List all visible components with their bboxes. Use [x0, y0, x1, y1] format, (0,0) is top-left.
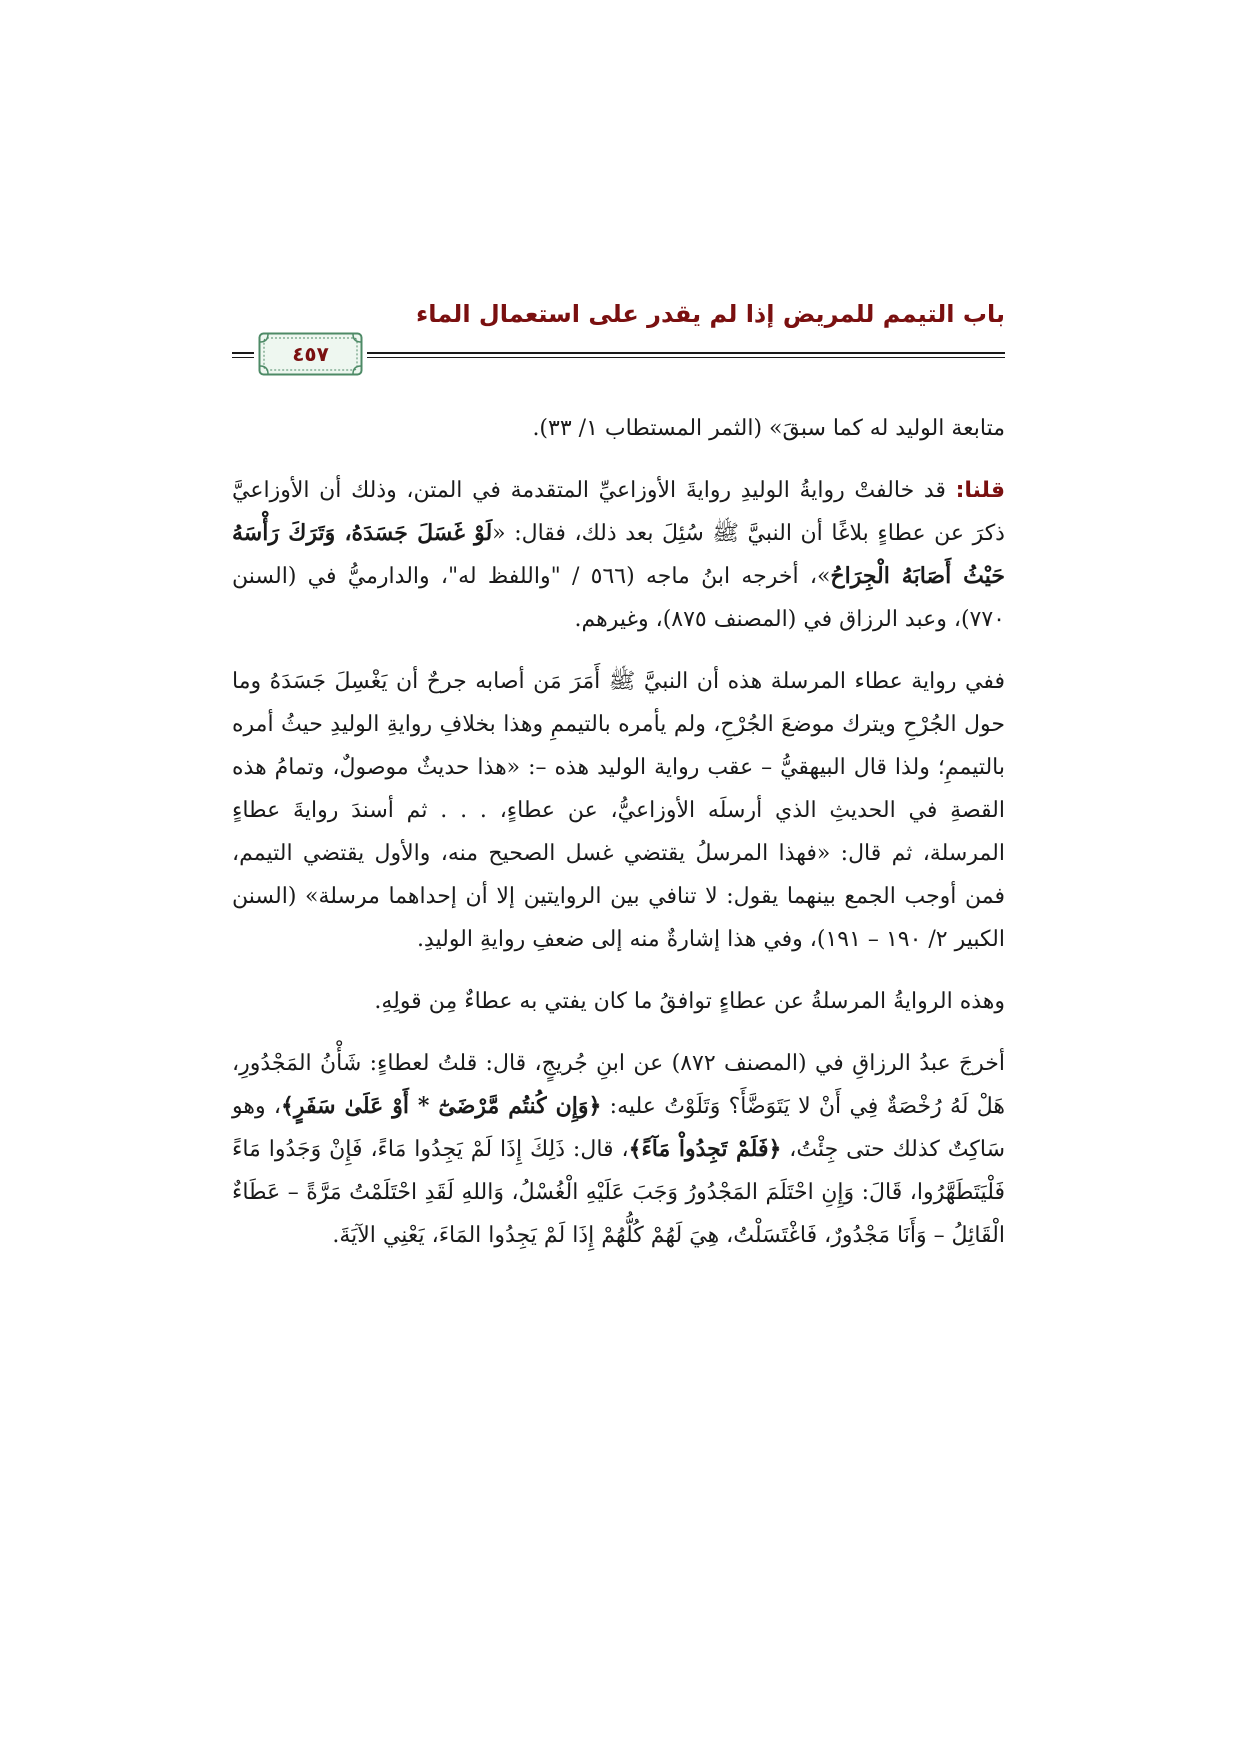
- chapter-title: باب التيمم للمريض إذا لم يقدر على استعمال الماء: [415, 300, 1005, 328]
- paragraph: [232, 980, 1005, 1023]
- paragraph-lead: قلنا:: [955, 478, 1005, 503]
- hadith-quote: لَوْ غَسَلَ جَسَدَهُ، وَتَرَكَ رَأْسَهُ حَيْثُ أَصَابَهُ الْجِرَاحُ: [232, 520, 1005, 589]
- salla-glyph: ﷺ: [712, 521, 739, 546]
- paragraph-text: ، قال: ذَلِكَ إِذَا لَمْ يَجِدُوا مَاءً، فَإِنْ وَجَدُوا مَاءً فَلْيَتَطَهَّرُوا، قَالَ: وَإِنِ احْتَلَمَ المَجْدُورُ وَجَبَ عَلَيْهِ الْغُسْلُ، وَاللهِ لَقَدِ احْتَلَمْتُ مَرَّةً – عَطَاءٌ الْقَائِلُ – وَأَنَا مَجْدُورٌ، فَاغْتَسَلْتُ، هِيَ لَهُمْ كُلُّهُمْ إِذَا لَمْ يَجِدُوا المَاءَ، يَعْنِي الآيَةَ.: [232, 1137, 1005, 1248]
- paragraph-text: »، أخرجه ابنُ ماجه (٥٦٦ / "واللفظ له"، والدارميُّ في (السنن ٧٧٠)، وعبد الرزاق في (المصنف ٨٧٥)، وغيرهم.: [232, 564, 1005, 632]
- salla-glyph: ﷺ: [608, 669, 636, 694]
- main-text: [232, 407, 1005, 1276]
- quran-quote: ﴿فَلَمْ تَجِدُواْ مَآءً﴾: [628, 1136, 782, 1162]
- paragraph-text: ففي رواية عطاء المرسلة هذه أن النبيَّ: [635, 669, 1005, 694]
- paragraph: [232, 660, 1005, 961]
- paragraph-text: قد خالفتْ روايةُ الوليدِ روايةَ الأوزاعيِّ المتقدمة في المتن، وذلك أن الأوزاعيَّ ذكرَ عن عطاءٍ بلاغًا أن النبيَّ: [232, 478, 1005, 546]
- page-number-badge: [258, 332, 363, 376]
- header-rule-right: [367, 352, 1005, 358]
- paragraph: [232, 469, 1005, 641]
- paragraph-text: وهذه الروايةُ المرسلةُ عن عطاءٍ توافقُ ما كان يفتي به عطاءٌ مِن قولِهِ.: [374, 989, 1005, 1014]
- paragraph-text: أَمَرَ مَن أصابه جرحٌ أن يَغْسِلَ جَسَدَهُ وما حول الجُرْحِ ويترك موضعَ الجُرْحِ، ولم يأمره بالتيممِ وهذا بخلافِ روايةِ الوليدِ حيثُ أمره بالتيممِ؛ ولذا قال البيهقيُّ – عقب رواية الوليد هذه –: «هذا حديثٌ موصولٌ، وتمامُ هذه القصةِ في الحديثِ الذي أرسلَه الأوزاعيُّ، عن عطاءٍ، . . . ثم أسندَ روايةَ عطاءٍ المرسلة، ثم قال: «فهذا المرسلُ يقتضي غسل الصحيح منه، والأول يقتضي التيمم، فمن أوجب الجمع بينهما يقول: لا تنافي بين الروايتين إلا أن إحداهما مرسلة» (السنن الكبير ٢/ ١٩٠ – ١٩١)، وفي هذا إشارةٌ منه إلى ضعفِ روايةِ الوليدِ.: [232, 669, 1005, 952]
- quran-quote: ﴿وَإِن كُنتُم مَّرْضَىٰٓ * أَوْ عَلَىٰ سَفَرٍ﴾: [280, 1093, 602, 1119]
- paragraph-text: متابعة الوليد له كما سبقَ» (الثمر المستطاب ١/ ٣٣).: [532, 416, 1005, 441]
- page-header: [232, 300, 1005, 380]
- paragraph-text: سُئِلَ بعد ذلك، فقال: «: [492, 521, 713, 546]
- page-number: ٤٥٧: [292, 342, 329, 366]
- paragraph-text: ، وهو سَاكِتٌ كذلك حتى جِئْتُ،: [232, 1094, 1006, 1162]
- paragraph: [232, 1042, 1005, 1257]
- paragraph-text: أخرجَ عبدُ الرزاقِ في (المصنف ٨٧٢) عن ابنِ جُريجٍ، قال: قلتُ لعطاءٍ: شَأْنُ المَجْدُورِ، هَلْ لَهُ رُخْصَةٌ فِي أَنْ لا يَتَوَضَّأَ؟ وَتَلَوْتُ عليه:: [232, 1051, 1006, 1119]
- header-rule-left: [232, 352, 254, 358]
- paragraph: [232, 407, 1005, 450]
